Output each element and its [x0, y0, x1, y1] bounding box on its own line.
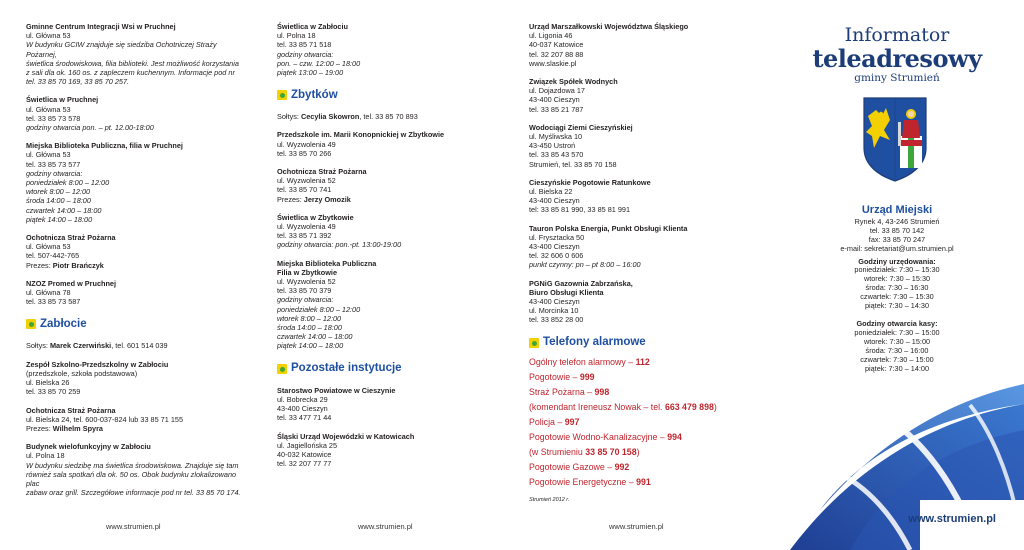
- entry-name: Ochotnicza Straż Pożarna: [26, 233, 116, 243]
- entry-line: ul. Wyzwolenia 52: [277, 176, 336, 186]
- entry-line: 40-032 Katowice: [277, 449, 332, 459]
- directory-entry: [277, 213, 487, 250]
- entry-line: ul. Główna 53: [26, 104, 71, 114]
- entry-name: Ochotnicza Straż Pożarna: [26, 405, 116, 415]
- column-1: [26, 22, 246, 506]
- entries-top: [26, 22, 246, 306]
- entries-mid: [277, 130, 487, 350]
- entry-line: tel. 33 85 70 741: [277, 185, 332, 195]
- entry-name: Przedszkole im. Marii Konopnickiej w Zbytkowie: [277, 130, 445, 140]
- entry-name: Miejska Biblioteka Publiczna, filia w Pruchnej: [26, 141, 183, 151]
- alarm-after: ): [713, 401, 717, 412]
- entry-line: ul. Morcinka 10: [529, 306, 579, 316]
- entry-line: 43-400 Cieszyn: [277, 404, 328, 414]
- cash-title: Godziny otwarcia kasy:: [856, 318, 938, 328]
- alarm-phone-list: [529, 355, 744, 490]
- entry-name: Gminne Centrum Integracji Wsi w Pruchnej: [26, 22, 176, 31]
- alarm-number: 33 85 70 158: [585, 446, 637, 457]
- entry-name: PGNiG Gazownia Zabrzańska,: [529, 278, 633, 288]
- entry-note: środa 14:00 – 18:00: [277, 323, 342, 333]
- president-name: Jerzy Omozik: [303, 194, 351, 204]
- entry-name: NZOZ Promed w Pruchnej: [26, 278, 117, 288]
- president-label: Prezes:: [26, 423, 53, 433]
- entry-line: tel. 33 477 71 44: [277, 413, 332, 423]
- directory-entry: [529, 178, 744, 215]
- cash-line: środa: 7:30 – 16:00: [865, 345, 929, 355]
- section-bullet-icon: [277, 363, 289, 375]
- alarm-number: 112: [635, 356, 650, 367]
- office-line: Rynek 4, 43-246 Strumień: [854, 216, 940, 226]
- entry-line: tel. 507-442-765: [26, 251, 80, 261]
- directory-entry: [277, 22, 487, 77]
- entry-name: Związek Spółek Wodnych: [529, 77, 618, 87]
- entry-line: ul. Bobrecka 29: [277, 394, 328, 404]
- entry-line: 40-037 Katowice: [529, 40, 584, 50]
- entry-line: 43-400 Cieszyn: [529, 297, 580, 307]
- alarm-label: Straż Pożarna –: [529, 386, 595, 397]
- directory-entry: [26, 360, 246, 397]
- entry-name: Tauron Polska Energia, Punkt Obsługi Klienta: [529, 223, 688, 233]
- entry-name: Biuro Obsługi Klienta: [529, 287, 604, 297]
- entry-line: (przedszkole, szkoła podstawowa): [26, 368, 138, 378]
- section-title: Zbytków: [291, 88, 338, 101]
- hours-line: środa: 7:30 – 16:30: [865, 283, 929, 293]
- entry-line: tel. 33 85 21 787: [529, 104, 584, 114]
- president-name: Piotr Brańczyk: [52, 260, 104, 270]
- entry-line: 43-400 Cieszyn: [529, 242, 580, 252]
- entry-line: tel. 33 85 71 392: [277, 231, 332, 241]
- entry-note: wtorek 8:00 – 12:00: [277, 313, 342, 323]
- directory-entry: [26, 279, 246, 307]
- entry-note: czwartek 14:00 – 18:00: [26, 205, 102, 215]
- entry-line: tel. 33 85 71 518: [277, 40, 332, 50]
- entry-note: poniedziałek 8:00 – 12:00: [26, 178, 110, 188]
- entry-line: 43-400 Cieszyn: [529, 196, 580, 206]
- title-line-2: teleadresowy: [812, 44, 982, 73]
- section-header-zbytkow: [277, 89, 487, 101]
- directory-entry: [26, 233, 246, 270]
- section-bullet-icon: [26, 318, 38, 330]
- entry-note: wtorek 8:00 – 12:00: [26, 187, 91, 197]
- directory-entry: [277, 386, 487, 423]
- entry-line: 43-400 Cieszyn: [529, 95, 580, 105]
- alarm-label: Policja –: [529, 416, 565, 427]
- entry-line: tel. 32 207 77 77: [277, 459, 332, 469]
- entry-line: ul. Bielska 22: [529, 187, 573, 197]
- section-header-other-institutions: [277, 363, 487, 375]
- section-title: Zabłocie: [40, 317, 87, 330]
- entry-line: ul. Jagiellońska 25: [277, 440, 338, 450]
- alarm-line: [529, 475, 744, 490]
- entry-line: tel. 33 85 73 578: [26, 113, 81, 123]
- directory-entry: [529, 279, 744, 325]
- entry-line: tel. 33 85 70 259: [26, 387, 81, 397]
- entry-note: zabaw oraz grill. Szczegółowe informacje pod nr tel. 33 85 70 174.: [26, 488, 241, 498]
- directory-entry: [277, 259, 487, 351]
- entry-president: [277, 195, 487, 204]
- section-header-zablocie: [26, 318, 246, 330]
- alarm-line: [529, 370, 744, 385]
- alarm-line: [529, 460, 744, 475]
- soltys-line: Sołtys: Cecylia Skowron, tel. 33 85 70 893: [277, 112, 418, 122]
- hours-line: piątek: 7:30 – 14:30: [864, 301, 930, 311]
- alarm-number: 997: [564, 416, 580, 427]
- entry-note: godziny otwarcia pon. – pt. 12.00-18:00: [26, 123, 154, 133]
- hours-line: poniedziałek: 7:30 – 15:30: [854, 265, 940, 275]
- directory-entry: [26, 442, 246, 497]
- president-label: Prezes:: [26, 260, 53, 270]
- directory-entry: [529, 22, 744, 68]
- entry-line: ul. Wyzwolenia 49: [277, 139, 336, 149]
- entry-note: z sali dla ok. 160 os. z zapleczem kuchennym. Informacje pod nr: [26, 68, 235, 78]
- alarm-label: Pogotowie Energetyczne –: [529, 476, 637, 487]
- entry-line: Strumień, tel. 33 85 70 158: [529, 159, 617, 169]
- entry-note: godziny otwarcia:: [277, 295, 334, 305]
- entry-note: środa 14:00 – 18:00: [26, 196, 91, 206]
- entry-name: Urząd Marszałkowski Województwa Śląskiego: [529, 22, 689, 31]
- entry-line: tel. 33 85 73 587: [26, 297, 81, 307]
- entry-name: Filia w Zbytkowie: [277, 267, 338, 277]
- section-title: Telefony alarmowe: [543, 336, 646, 349]
- entry-name: Śląski Urząd Wojewódzki w Katowicach: [277, 431, 415, 441]
- entry-line: ul. Wyzwolenia 49: [277, 222, 336, 232]
- entry-line: ul. Polna 18: [277, 31, 316, 41]
- office-line: fax: 33 85 70 247: [868, 234, 926, 244]
- directory-entry: [26, 95, 246, 132]
- entry-note: piątek 13:00 – 19:00: [277, 68, 344, 78]
- alarm-label: (w Strumieniu: [529, 446, 586, 457]
- entry-name: Świetlica w Pruchnej: [26, 95, 99, 105]
- cash-line: czwartek: 7:30 – 15:00: [860, 354, 934, 364]
- entry-note: czwartek 14:00 – 18:00: [277, 332, 353, 342]
- entry-note: punkt czynny: pn – pt 8:00 – 16:00: [529, 260, 641, 270]
- directory-entry: [26, 141, 246, 224]
- entry-name: Wodociągi Ziemi Cieszyńskiej: [529, 122, 633, 132]
- entry-line: ul. Wyzwolenia 52: [277, 277, 336, 287]
- alarm-label: Ogólny telefon alarmowy –: [529, 356, 636, 367]
- entry-note: świetlica środowiskowa, filia biblioteki. Jest możliwość korzystania: [26, 58, 239, 68]
- alarm-line: [529, 355, 744, 370]
- alarm-number: 663 479 898: [664, 401, 714, 412]
- office-info: [770, 206, 1024, 373]
- column-2: [277, 22, 487, 477]
- entry-note: godziny otwarcia:: [277, 49, 334, 59]
- entry-note: tel. 33 85 70 169, 33 85 70 257.: [26, 77, 130, 87]
- entry-name: Ochotnicza Straż Pożarna: [277, 167, 367, 177]
- cash-line: poniedziałek: 7:30 – 15:00: [854, 327, 940, 337]
- alarm-number: 991: [636, 476, 651, 487]
- alarm-line: [529, 445, 744, 460]
- directory-entry: [277, 130, 487, 158]
- alarm-number: 999: [579, 371, 595, 382]
- alarm-line: [529, 400, 744, 415]
- entry-name: Cieszyńskie Pogotowie Ratunkowe: [529, 177, 651, 187]
- section-bullet-icon: [529, 337, 541, 349]
- entry-line: ul. Polna 18: [26, 451, 65, 461]
- alarm-line: [529, 385, 744, 400]
- title-line-1: Informator: [844, 24, 950, 46]
- entry-line: ul. Myśliwska 10: [529, 132, 583, 142]
- directory-entry: [26, 22, 246, 86]
- entry-line: ul. Dojazdowa 17: [529, 86, 585, 96]
- entry-line: tel. 32 606 0 606: [529, 251, 584, 261]
- entry-line: 43-450 Ustroń: [529, 141, 576, 151]
- entry-line: ul. Główna 78: [26, 288, 71, 298]
- entry-line: tel. 33 85 70 379: [277, 286, 332, 296]
- entry-line: tel: 33 85 81 990, 33 85 81 991: [529, 205, 631, 215]
- entry-note: piątek 14:00 – 18:00: [277, 341, 344, 351]
- entry-note: W budynku siedzibę ma świetlica środowiskowa. Znajduje się tam: [26, 460, 239, 470]
- footer-url-1[interactable]: www.strumien.pl: [106, 522, 161, 531]
- entry-line: tel. 33 85 43 570: [529, 150, 584, 160]
- entry-line: ul. Frysztacka 50: [529, 232, 585, 242]
- entry-name: Świetlica w Zabłociu: [277, 22, 348, 31]
- alarm-after: ): [636, 446, 640, 457]
- entries-bottom: [277, 386, 487, 469]
- column-3: [529, 22, 744, 505]
- entry-line: tel. 33 852 28 00: [529, 315, 584, 325]
- alarm-line: [529, 430, 744, 445]
- office-line: e-mail: sekretariat@um.strumien.pl: [840, 243, 954, 253]
- cover-panel: [770, 0, 1024, 550]
- section-title: Pozostałe instytucje: [291, 362, 402, 375]
- entry-name: Zespół Szkolno-Przedszkolny w Zabłociu: [26, 359, 169, 369]
- directory-entry: [26, 406, 246, 434]
- entry-note: pon. – czw. 12:00 – 18:00: [277, 58, 361, 68]
- section-header-alarm: [529, 337, 744, 349]
- cash-line: wtorek: 7:30 – 15:00: [863, 336, 931, 346]
- alarm-label: Pogotowie Wodno-Kanalizacyjne –: [529, 431, 668, 442]
- directory-entry: [529, 224, 744, 270]
- panel-url[interactable]: www.strumien.pl: [908, 513, 996, 525]
- entry-note: piątek 14:00 – 18:00: [26, 214, 93, 224]
- hours-line: czwartek: 7:30 – 15:30: [860, 292, 934, 302]
- office-line: tel. 33 85 70 142: [869, 225, 925, 235]
- footer-url-3[interactable]: www.strumien.pl: [609, 522, 664, 531]
- directory-entry: [277, 432, 487, 469]
- office-hours: [770, 266, 1024, 311]
- entry-note: godziny otwarcia:: [26, 168, 83, 178]
- entry-line: tel. 33 85 73 577: [26, 159, 81, 169]
- directory-entry: [529, 123, 744, 169]
- entry-note: również sala spotkań dla ok. 50 os. Obok budynku zlokalizowano plac: [26, 469, 237, 488]
- entry-name: Świetlica w Zbytkowie: [277, 212, 354, 222]
- entry-note: poniedziałek 8:00 – 12:00: [277, 304, 361, 314]
- cash-line: piątek: 7:30 – 14:00: [864, 363, 930, 373]
- president-label: Prezes:: [277, 194, 304, 204]
- footer-url-2[interactable]: www.strumien.pl: [358, 522, 413, 531]
- directory-entry: [529, 77, 744, 114]
- alarm-number: 992: [614, 461, 630, 472]
- entries-bottom: [26, 360, 246, 498]
- office-name: Urząd Miejski: [861, 204, 933, 216]
- entry-line: ul. Główna 53: [26, 242, 71, 252]
- cash-hours: [770, 329, 1024, 374]
- entry-president: [26, 261, 246, 270]
- alarm-number: 994: [667, 431, 682, 442]
- entry-note: W budynku GCIW znajduje się siedziba Ochotniczej Straży Pożarnej,: [26, 40, 217, 59]
- entry-line: tel. 33 85 70 266: [277, 148, 332, 158]
- entries-top: [277, 22, 487, 77]
- url-backdrop: [920, 500, 1024, 550]
- alarm-line: [529, 415, 744, 430]
- office-contact: [770, 218, 1024, 254]
- entry-line: www.slaskie.pl: [529, 58, 577, 68]
- coat-of-arms-icon: [862, 96, 928, 182]
- date-note: Strumień 2012 r.: [529, 496, 570, 503]
- entry-president: [26, 424, 246, 433]
- entry-name: Miejska Biblioteka Publiczna: [277, 258, 377, 268]
- entry-note: godziny otwarcia: pon.-pt. 13:00-19:00: [277, 240, 402, 250]
- entry-line: ul. Główna 53: [26, 150, 71, 160]
- hours-title: Godziny urzędowania:: [858, 256, 936, 266]
- entries: [529, 22, 744, 325]
- entry-line: ul. Bielska 24, tel. 600-037-824 lub 33 85 71 155: [26, 414, 183, 424]
- alarm-label: (komendant Ireneusz Nowak – tel.: [529, 401, 665, 412]
- entry-line: ul. Bielska 26: [26, 378, 70, 388]
- entry-name: Starostwo Powiatowe w Cieszynie: [277, 385, 396, 395]
- section-bullet-icon: [277, 89, 289, 101]
- soltys-line: Sołtys: Marek Czerwiński, tel. 601 514 039: [26, 341, 168, 351]
- entry-name: Budynek wielofunkcyjny w Zabłociu: [26, 442, 151, 452]
- president-name: Wilhelm Spyra: [52, 423, 103, 433]
- entry-line: ul. Główna 53: [26, 31, 71, 41]
- entry-line: ul. Ligonia 46: [529, 31, 573, 41]
- alarm-label: Pogotowie –: [529, 371, 580, 382]
- entry-line: tel. 32 207 88 88: [529, 49, 584, 59]
- hours-line: wtorek: 7:30 – 15:30: [863, 274, 931, 284]
- directory-entry: [277, 167, 487, 204]
- alarm-number: 998: [594, 386, 610, 397]
- title-line-3: gminy Strumień: [854, 72, 940, 84]
- alarm-label: Pogotowie Gazowe –: [529, 461, 615, 472]
